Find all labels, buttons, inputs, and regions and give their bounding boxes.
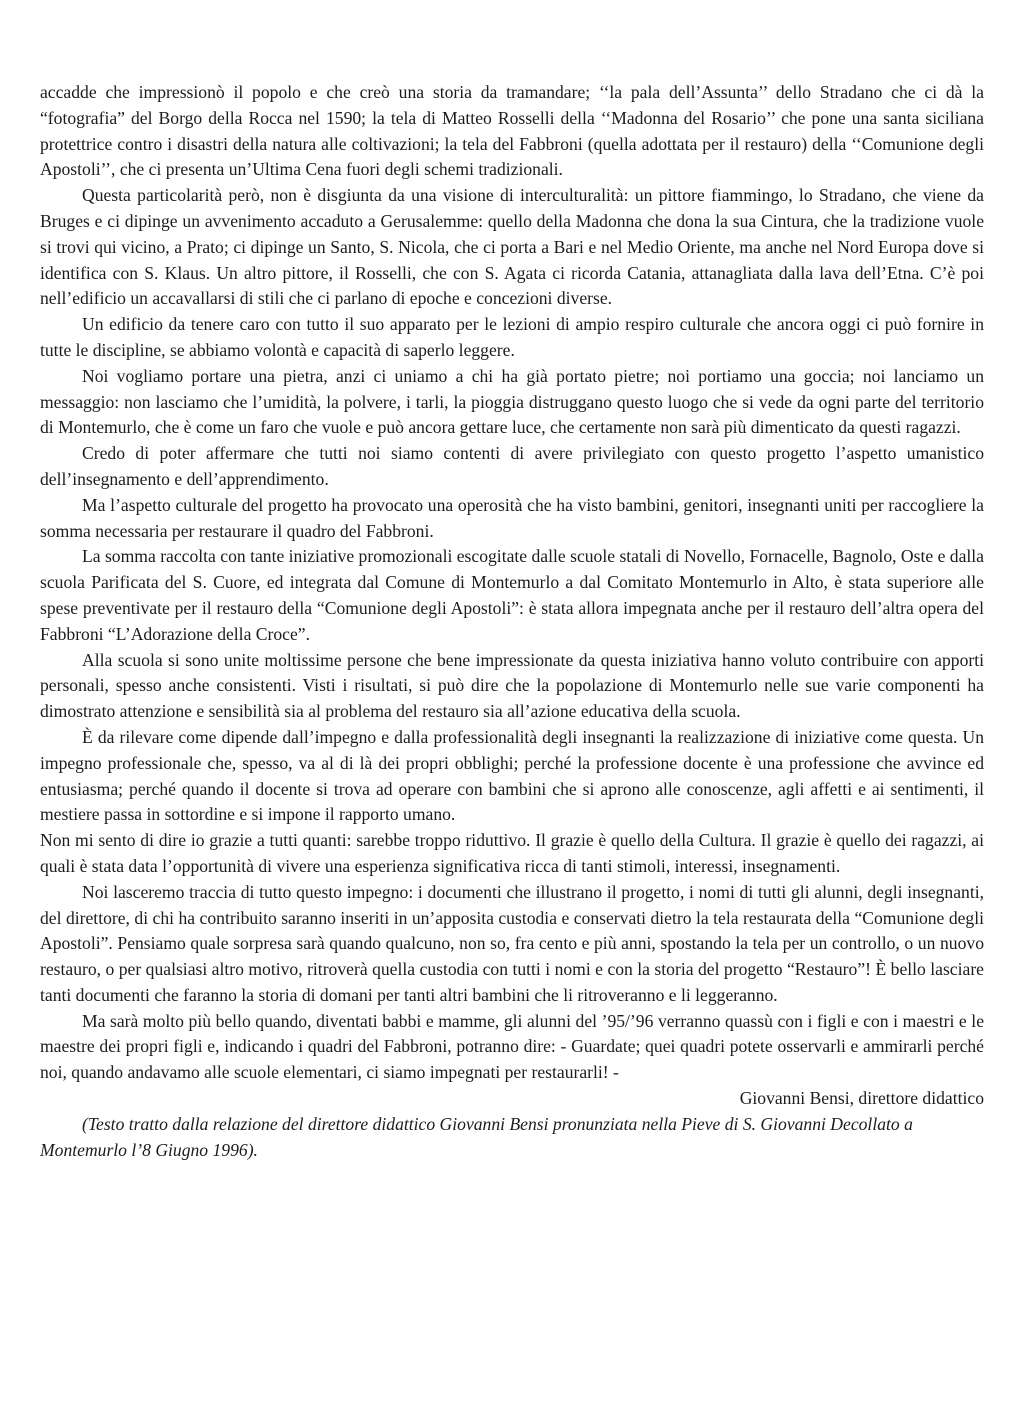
paragraph: Noi vogliamo portare una pietra, anzi ci uniamo a chi ha già portato pietre; noi portiamo una goccia; noi lanciamo un messaggio: non lasciamo che l’umidità, la polvere, i tarli, la pioggia distruggano questo luogo che si vede da ogni parte del territorio di Montemurlo, che è come un faro che vuole e può ancora gettare luce, che certamente non sarà più dimenticato da questi ragazzi.	[40, 365, 984, 438]
paragraph: Questa particolarità però, non è disgiunta da una visione di interculturalità: un pittore fiammingo, lo Stradano, che viene da Bruges e ci dipinge un avvenimento accaduto a Gerusalemme: quello della Madonna che dona la sua Cintura, che la tradizione vuole si trovi qui vicino, a Prato; ci dipinge un Santo, S. Nicola, che ci porta a Bari e nel Medio Oriente, ma anche nel Nord Europa dove si identifica con S. Klaus. Un altro pittore, il Rosselli, che con S. Agata ci ricorda Catania, attanagliata dalla lava dell’Etna. C’è poi nell’edificio un accavallarsi di stili che ci parlano di epoche e concezioni diverse.	[40, 185, 984, 309]
paragraph: accadde che impressionò il popolo e che creò una storia da tramandare; ‘‘la pala dell’Assunta’’ dello Stradano che ci dà la “fotografia” del Borgo della Rocca nel 1590; la tela di Matteo Rosselli della ‘‘Madonna del Rosario’’ che pone una santa siciliana protettrice contro i disastri della natura alle coltivazioni; la tela del Fabbroni (quella adottata per il restauro) della ‘‘Comunione degli Apostoli’’, che ci presenta un’Ultima Cena fuori degli schemi tradizionali.	[40, 82, 984, 180]
paragraph: Non mi sento di dire io grazie a tutti quanti: sarebbe troppo riduttivo. Il grazie è quello della Cultura. Il grazie è quello dei ragazzi, ai quali è stata data l’opportunità di vivere una esperienza significativa ricca di tanti stimoli, interessi, insegnamenti.	[40, 830, 984, 876]
source-note: (Testo tratto dalla relazione del direttore didattico Giovanni Bensi pronunziata nella Pieve di S. Giovanni Decollato a Montemurlo l’8 Giugno 1996).	[40, 1113, 913, 1160]
paragraph: È da rilevare come dipende dall’impegno e dalla professionalità degli insegnanti la realizzazione di iniziative come questa. Un impegno professionale che, spesso, va al di là dei propri obblighi; perché la professione docente è una professione che avvince ed entusiasma; perché quando il docente si trova ad operare con bambini che si aprono alle conoscenze, agli affetti e ai sentimenti, il mestiere passa in sottordine e si impone il rapporto umano.	[40, 726, 984, 825]
document-page	[40, 80, 984, 1163]
paragraph: La somma raccolta con tante iniziative promozionali escogitate dalle scuole statali di Novello, Fornacelle, Bagnolo, Oste e dalla scuola Parificata del S. Cuore, ed integrata dal Comune di Montemurlo a dal Comitato Montemurlo in Alto, è stata superiore alle spese preventivate per il restauro della “Comunione degli Apostoli”: è stata allora impegnata anche per il restauro dell’altra opera del Fabbroni “L’Adorazione della Croce”.	[40, 546, 984, 644]
paragraph: Credo di poter affermare che tutti noi siamo contenti di avere privilegiato con questo progetto l’aspetto umanistico dell’insegnamento e dell’apprendimento.	[40, 443, 984, 489]
paragraph: Noi lasceremo traccia di tutto questo impegno: i documenti che illustrano il progetto, i nomi di tutti gli alunni, degli insegnanti, del direttore, di chi ha contribuito saranno inseriti in un’apposita custodia e conservati dietro la tela restaurata della “Comunione degli Apostoli”. Pensiamo quale sorpresa sarà quando qualcuno, non so, fra cento e più anni, spostando la tela per un controllo, o un nuovo restauro, o per qualsiasi altro motivo, ritroverà quella custodia con tutti i nomi e con la storia del progetto “Restauro”! È bello lasciare tanti documenti che faranno la storia di domani per tanti altri bambini che li ritroveranno e li leggeranno.	[40, 881, 984, 1005]
paragraph: Alla scuola si sono unite moltissime persone che bene impressionate da questa iniziativa hanno voluto contribuire con apporti personali, spesso anche consistenti. Visti i risultati, si può dire che la popolazione di Montemurlo nelle sue varie componenti ha dimostrato attenzione e sensibilità sia al problema del restauro sia all’azione educativa della scuola.	[40, 649, 984, 722]
paragraph: Un edificio da tenere caro con tutto il suo apparato per le lezioni di ampio respiro culturale che ancora oggi ci può fornire in tutte le discipline, se abbiamo volontà e capacità di saperlo leggere.	[40, 314, 984, 360]
paragraph: Ma sarà molto più bello quando, diventati babbi e mamme, gli alunni del ’95/’96 verranno quassù con i figli e con i maestri e le maestre dei propri figli e, indicando i quadri del Fabbroni, potranno dire: - Guardate; quei quadri potete osservarli e ammirarli perché noi, quando andavamo alle scuole elementari, ci siamo impegnati per restaurarli! -	[40, 1010, 984, 1083]
author-signature: Giovanni Bensi, direttore didattico	[739, 1088, 984, 1109]
paragraph: Ma l’aspetto culturale del progetto ha provocato una operosità che ha visto bambini, genitori, insegnanti uniti per raccogliere la somma necessaria per restaurare il quadro del Fabbroni.	[40, 494, 984, 541]
